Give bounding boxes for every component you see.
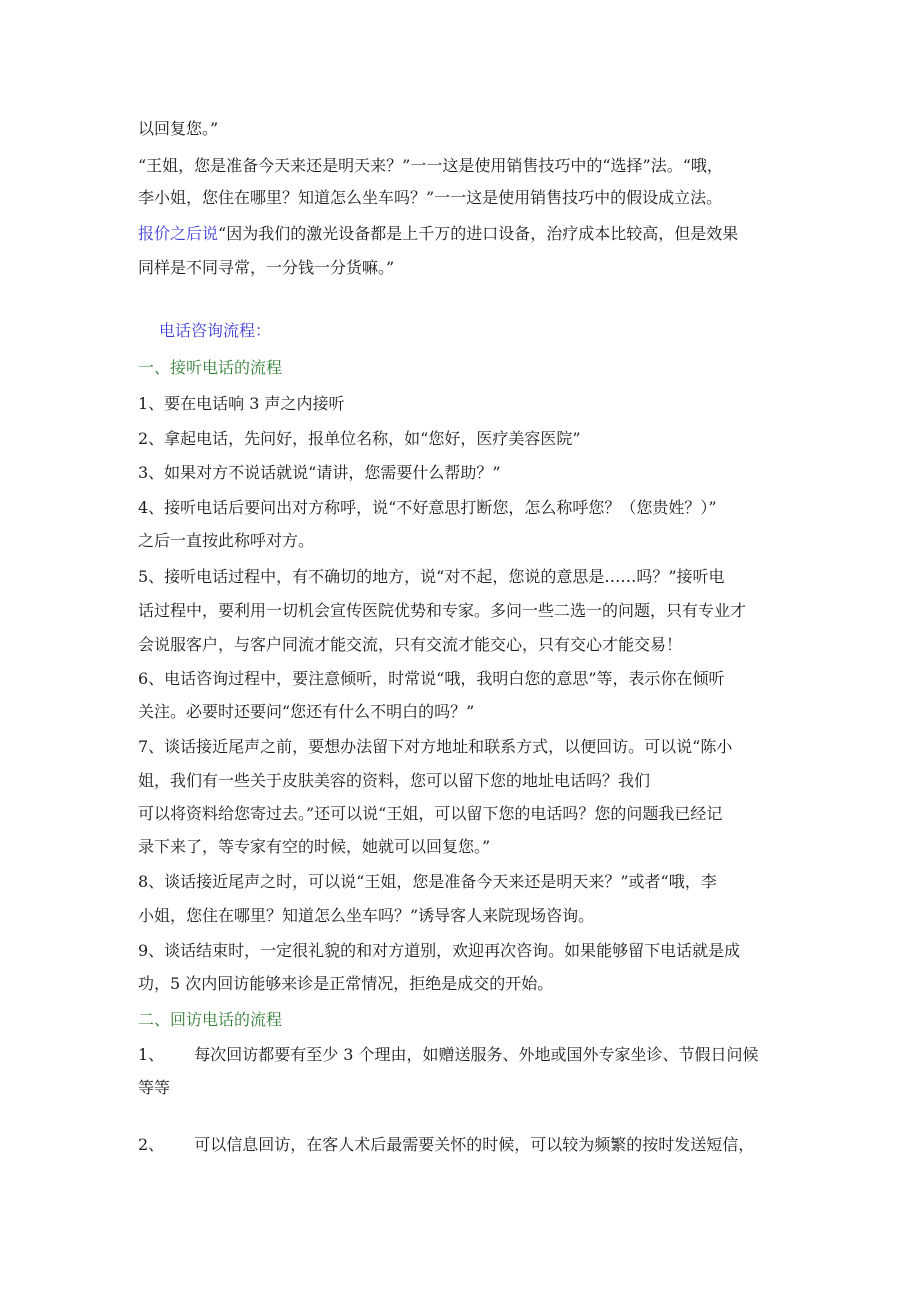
section-heading: 一、接听电话的流程 (138, 358, 283, 377)
text-line (138, 223, 738, 245)
text-line: 以回复您。” (138, 119, 219, 138)
list-item: 9、谈话结束时，一定很礼貌的和对方道别，欢迎再次咨询。如果能够留下电话就是成 (138, 941, 741, 960)
text-line: 关注。必要时还要问“您还有什么不明白的吗？” (138, 702, 475, 721)
text-line: 李小姐，您住在哪里？知道怎么坐车吗？”一一这是使用销售技巧中的假设成立法。 (138, 188, 723, 207)
section-heading: 二、回访电话的流程 (138, 1010, 283, 1029)
list-item: 2、拿起电话，先问好，报单位名称，如“您好，医疗美容医院” (138, 429, 581, 448)
list-item: 6、电话咨询过程中，要注意倾听，时常说“哦，我明白您的意思”等，表示你在倾听 (138, 669, 725, 688)
highlight-phrase: 报价之后说 (138, 224, 219, 243)
text-line: 小姐，您住在哪里？知道怎么坐车吗？”诱导客人来院现场咨询。 (138, 906, 595, 925)
item-text: 每次回访都要有至少 3 个理由，如赠送服务、外地或国外专家坐诊、节假日问候 (194, 1045, 759, 1064)
text-line: 姐，我们有一些关于皮肤美容的资料，您可以留下您的地址电话吗？我们 (138, 771, 651, 790)
list-item: 8、谈话接近尾声之时，可以说“王姐，您是准备今天来还是明天来？”或者“哦，李 (138, 872, 717, 891)
text-line: 可以将资料给您寄过去。”还可以说“王姐，可以留下您的电话吗？您的问题我已经记 (138, 804, 723, 823)
item-number: 1、 (138, 1045, 165, 1064)
list-item: 4、接听电话后要问出对方称呼，说“不好意思打断您，怎么称呼您？（您贵姓？）” (138, 498, 717, 517)
text-line: “王姐，您是准备今天来还是明天来？”一一这是使用销售技巧中的“选择”法。“哦， (138, 156, 723, 175)
text-line: 之后一直按此称呼对方。 (138, 531, 315, 550)
text-line: 话过程中，要利用一切机会宣传医院优势和专家。多问一些二选一的问题，只有专业才 (138, 601, 747, 620)
text-span: “因为我们的激光设备都是上千万的进口设备，治疗成本比较高，但是效果 (218, 224, 739, 243)
item-text: 可以信息回访，在客人术后最需要关怀的时候，可以较为频繁的按时发送短信， (194, 1135, 755, 1154)
list-item: 3、如果对方不说话就说“请讲，您需要什么帮助？” (138, 463, 501, 482)
list-item: 1、要在电话响 3 声之内接听 (138, 394, 345, 413)
list-item (138, 1044, 759, 1066)
list-item: 5、接听电话过程中，有不确切的地方，说“对不起，您说的意思是……吗？”接听电 (138, 567, 725, 586)
text-line: 等等 (138, 1078, 171, 1097)
item-number: 2、 (138, 1135, 165, 1154)
list-item: 7、谈话接近尾声之前，要想办法留下对方地址和联系方式，以便回访。可以说“陈小 (138, 737, 733, 756)
text-line: 录下来了，等专家有空的时候，她就可以回复您。” (138, 837, 491, 856)
text-line: 同样是不同寻常，一分钱一分货嘛。” (138, 258, 395, 277)
text-line: 功，5 次内回访能够来诊是正常情况，拒绝是成交的开始。 (138, 974, 554, 993)
section-title: 电话咨询流程： (159, 321, 272, 340)
text-line: 会说服客户，与客户同流才能交流，只有交流才能交心，只有交心才能交易！ (138, 635, 683, 654)
list-item (138, 1134, 754, 1156)
